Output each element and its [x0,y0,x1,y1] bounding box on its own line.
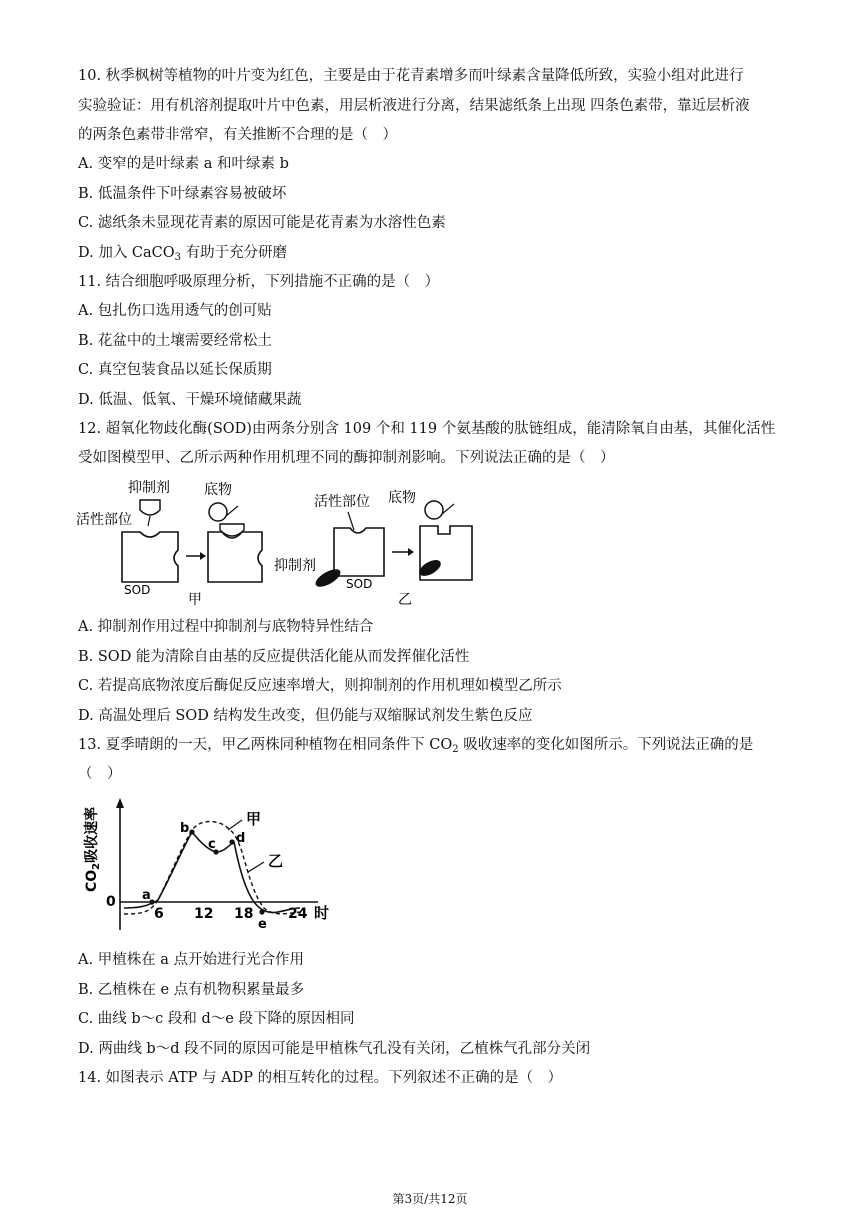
q10-option-d-text: D. 加入 CaCO [78,245,175,261]
chart-tick-12: 12 [194,906,214,922]
chart-ylabel [83,807,102,892]
q10-stem-line2: 实验验证：用有机溶剂提取叶片中色素，用层析液进行分离，结果滤纸条上出现 四条色素带，靠近层析液 [78,98,750,114]
q12-stem-line2: 受如图模型甲、乙所示两种作用机理不同的酶抑制剂影响。下列说法正确的是（ ） [78,450,615,466]
q11-option-d: D. 低温、低氧、干燥环境储藏果蔬 [78,392,302,408]
q12-option-b: B. SOD 能为清除自由基的反应提供活化能从而发挥催化活性 [78,649,470,665]
fig-a-arrowhead [200,552,206,560]
fig-b-arrowhead [408,548,414,556]
q10-option-a: A. 变窄的是叶绿素 a 和叶绿素 b [78,156,289,172]
chart-point-b [189,829,194,834]
chart-tick-6: 6 [154,906,164,922]
fig-b-sod-label: SOD [346,577,373,591]
chart-label-b: b [180,821,190,836]
q12-option-c: C. 若提高底物浓度后酶促反应速率增大，则抑制剂的作用机理如模型乙所示 [78,678,562,694]
chart-series-a-label: 甲 [246,810,262,828]
q13-stem-line2: （ ） [78,766,122,782]
q14-stem: 14. 如图表示 ATP 与 ADP 的相互转化的过程。下列叙述不正确的是（ ） [78,1070,563,1086]
q13-stem-sub: 2 [452,744,459,755]
q10-option-c: C. 滤纸条未显现花青素的原因可能是花青素为水溶性色素 [78,215,446,231]
chart-xlabel: 时 [314,904,330,922]
q11-option-c: C. 真空包装食品以延长保质期 [78,362,272,378]
chart-series-b-pointer [248,862,264,872]
chart-point-e [259,909,264,914]
fig-a-active-site-label: 活性部位 [76,512,132,528]
fig-b-substrate-label: 底物 [388,490,416,506]
q12-enzyme-diagram [76,472,486,612]
q13-option-d: D. 两曲线 b～d 段不同的原因可能是甲植株气孔没有关闭，乙植株气孔部分关闭 [78,1041,591,1057]
q11-option-a: A. 包扎伤口选用透气的创可贴 [78,303,272,319]
fig-b-active-site-label: 活性部位 [314,494,370,510]
chart-label-d: d [236,831,246,846]
q13-stem-tail: 吸收速率的变化如图所示。下列说法正确的是 [458,737,754,753]
q10-stem-line1: 10. 秋季枫树等植物的叶片变为红色，主要是由于花青素增多而叶绿素含量降低所致，实验小组对此进行 [78,68,744,84]
fig-a-inhibitor-arrow [148,516,150,526]
q12-stem-line1: 12. 超氧化物歧化酶(SOD)由两条分别含 109 个和 119 个氨基酸的肽链组成，能清除氧自由基，其催化活性 [78,421,776,437]
q13-option-a: A. 甲植株在 a 点开始进行光合作用 [78,952,305,968]
chart-label-e: e [258,917,267,932]
chart-tick-0: 0 [106,894,116,910]
q13-stem-line1 [78,735,753,760]
chart-ylabel-tail: 吸收速率 [84,806,100,863]
fig-a-enzyme-blocked [208,532,262,582]
q13-option-b: B. 乙植株在 e 点有机物积累量最多 [78,982,305,998]
q10-option-b: B. 低温条件下叶绿素容易被破坏 [78,186,287,202]
fig-a-inhibitor-label: 抑制剂 [128,480,170,496]
chart-y-arrow [116,798,124,808]
chart-ylabel-text: CO [84,869,100,892]
chart-series-a-pointer [228,820,242,830]
page-footer: 第3页/共12页 [392,1192,468,1206]
q11-option-b: B. 花盆中的土壤需要经常松土 [78,333,272,349]
fig-model-a-label: 甲 [188,592,202,608]
chart-point-d [229,839,234,844]
q13-stem-text: 13. 夏季晴朗的一天，甲乙两株同种植物在相同条件下 CO [78,737,453,753]
fig-model-b-label: 乙 [398,592,412,608]
fig-a-substrate-label: 底物 [204,482,232,498]
chart-tick-18: 18 [234,906,254,922]
q12-option-d: D. 高温处理后 SOD 结构发生改变，但仍能与双缩脲试剂发生紫色反应 [78,708,533,724]
fig-a-inhibitor-shape [140,500,160,515]
q10-option-d [78,243,287,268]
chart-ylabel-sub: 2 [91,862,102,870]
chart-label-c: c [208,837,216,852]
q10-option-d-tail: 有助于充分研磨 [181,245,288,261]
chart-label-a: a [142,888,151,903]
fig-b-enzyme [334,528,384,576]
q12-option-a: A. 抑制剂作用过程中抑制剂与底物特异性结合 [78,619,374,635]
fig-a-sod-label: SOD [124,583,151,597]
fig-a-enzyme-bound [122,532,178,582]
fig-a-substrate-circle [209,503,227,521]
svg-text:CO2吸收速率 [83,807,102,892]
fig-b-substrate-circle [425,501,443,519]
fig-a-substrate-arrow [226,506,238,516]
q13-option-c: C. 曲线 b～c 段和 d～e 段下降的原因相同 [78,1011,355,1027]
chart-tick-24: 24 [288,906,308,922]
fig-b-substrate-arrow [442,504,454,514]
q11-stem: 11. 结合细胞呼吸原理分析，下列措施不正确的是（ ） [78,274,440,290]
chart-series-b-label: 乙 [268,852,284,870]
q10-stem-line3: 的两条色素带非常窄，有关推断不合理的是（ ） [78,127,397,143]
q13-co2-chart [78,792,340,942]
q10-option-d-sub: 3 [174,252,182,263]
fig-b-inhibitor-label: 抑制剂 [274,558,316,574]
